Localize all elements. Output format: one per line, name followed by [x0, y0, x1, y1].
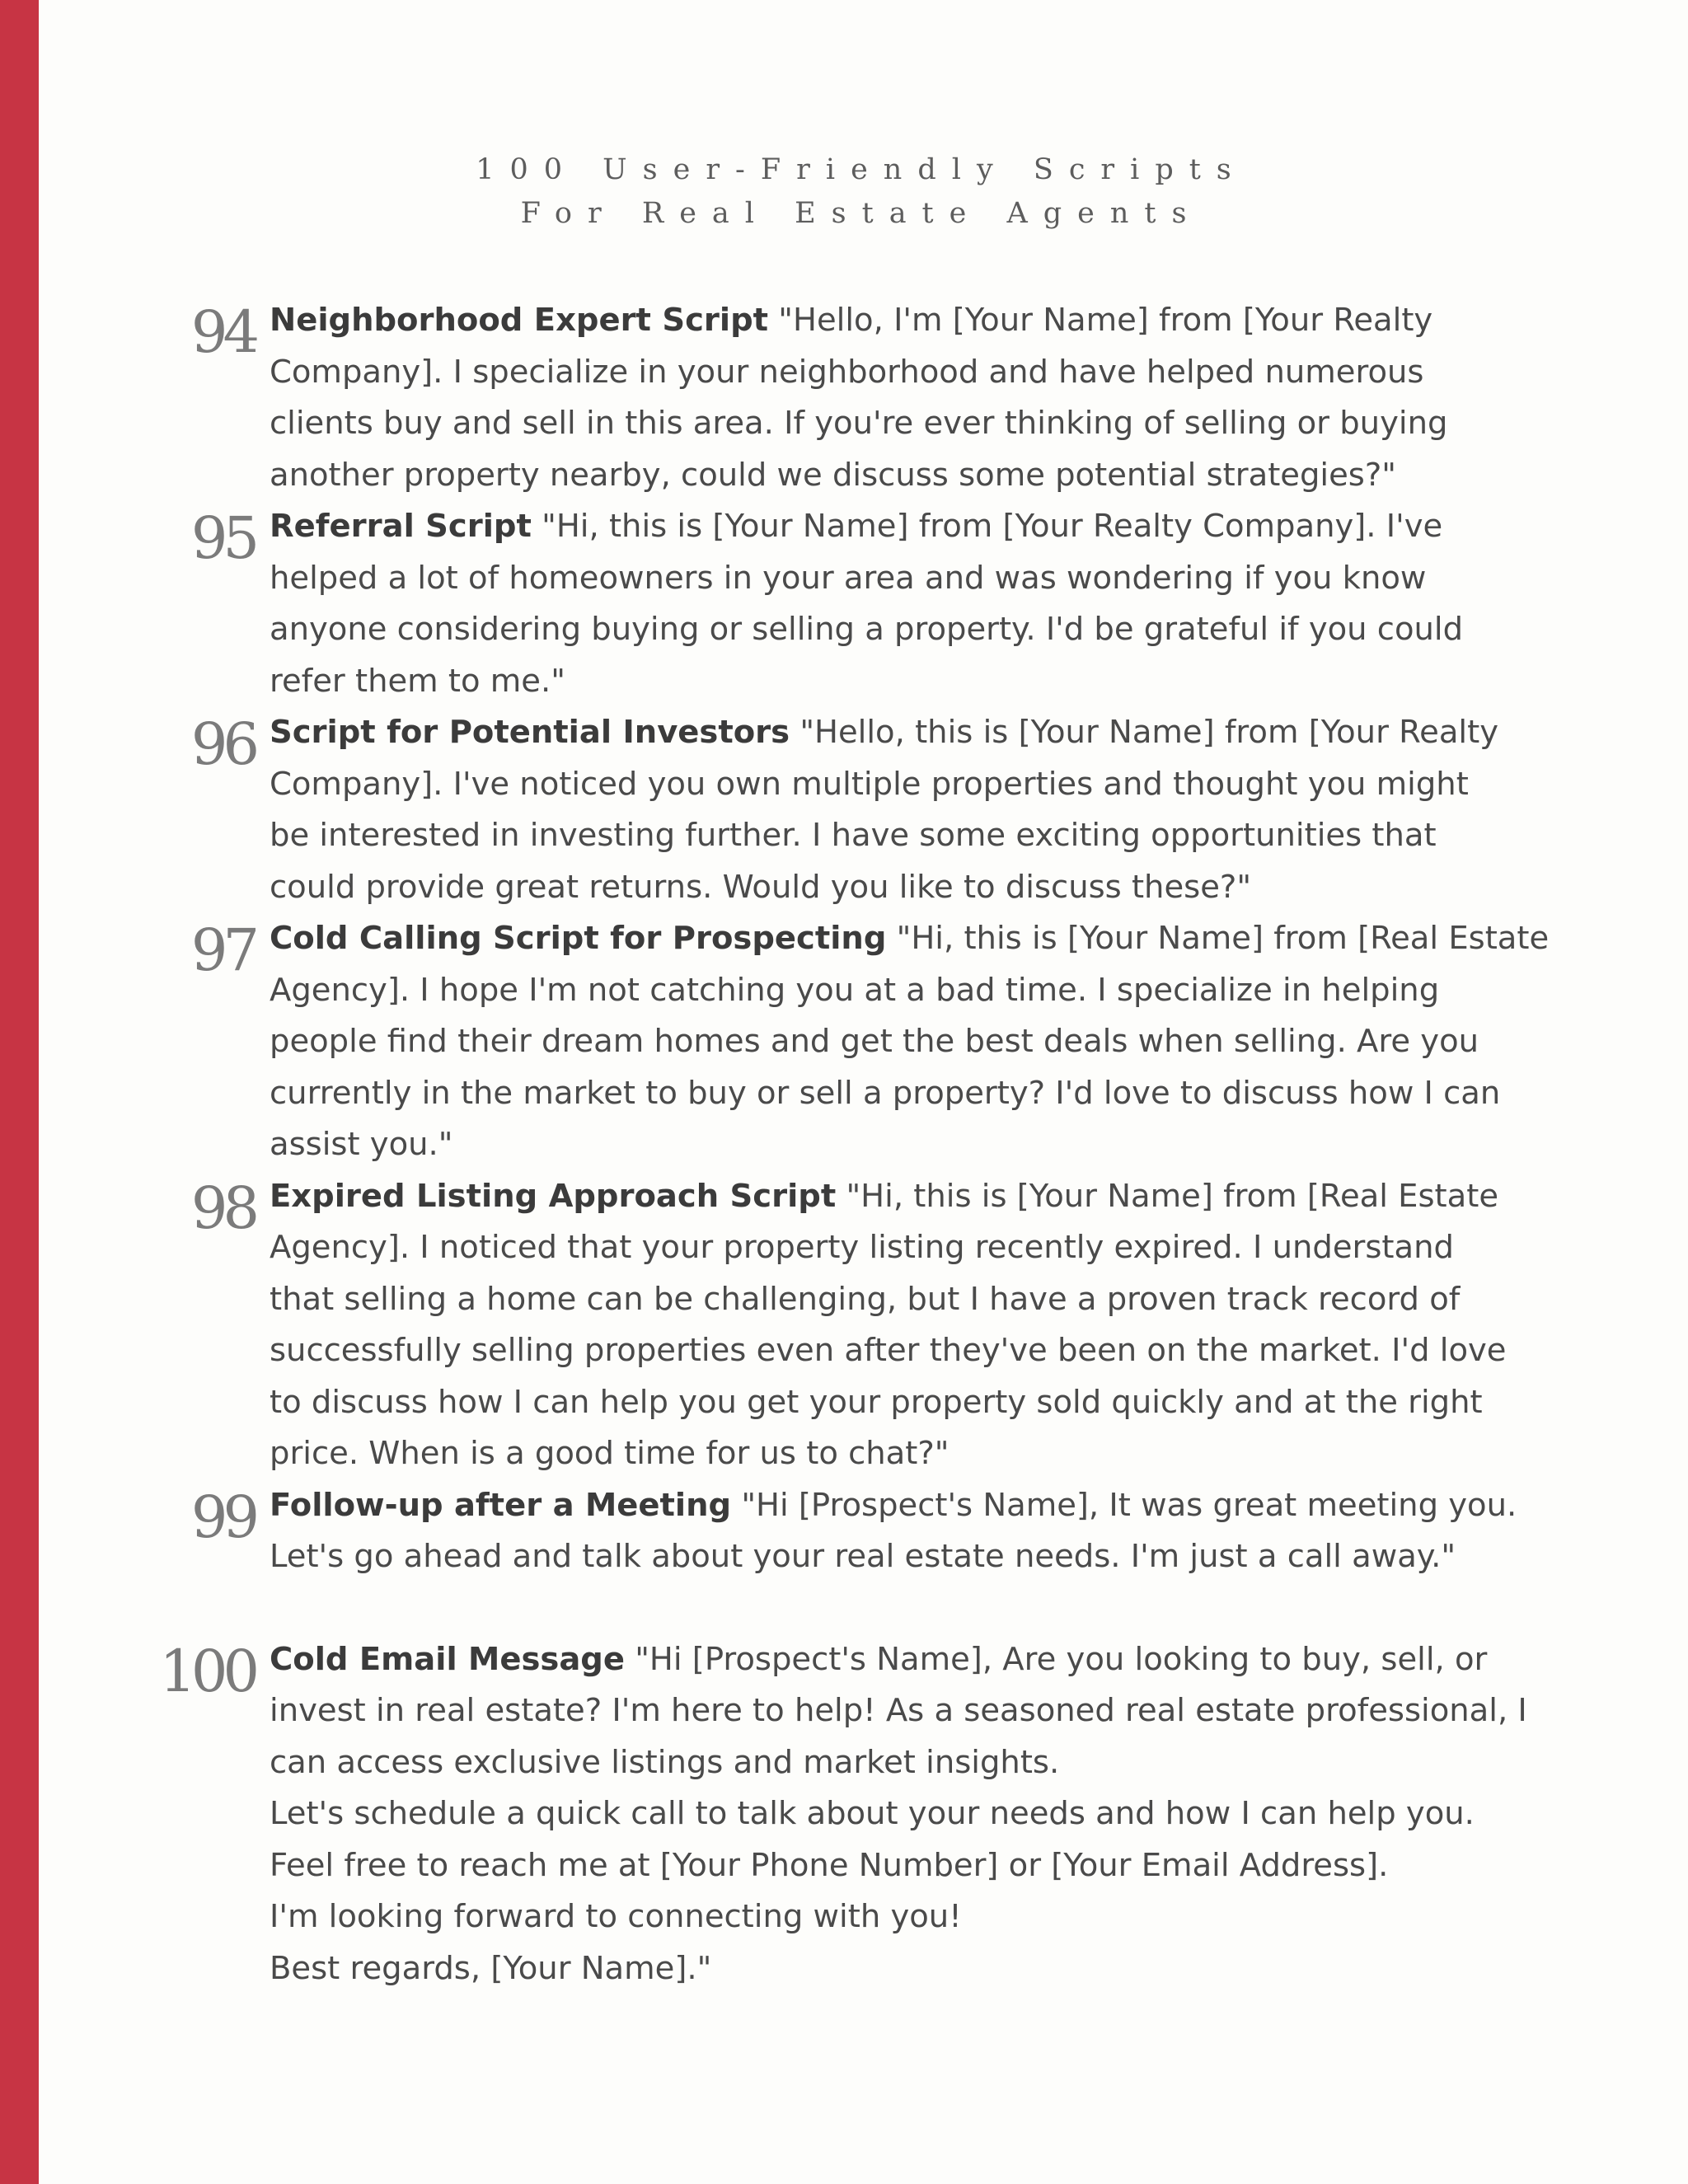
- entry-line: Feel free to reach me at [Your Phone Number] or [Your Email Address].: [270, 1846, 1389, 1884]
- script-entry-96: [190, 707, 1555, 913]
- entry-text: [270, 295, 1555, 501]
- entry-number: 95: [190, 504, 255, 572]
- entry-text: [270, 501, 1555, 707]
- entry-line: Let's go ahead and talk about your real estate needs. I'm just a call away.": [270, 1538, 1456, 1575]
- script-entry-100: [159, 1634, 1555, 1995]
- entry-body: "Hi, this is [Your Name] from [Real Estate: [886, 920, 1550, 957]
- entry-line: [270, 295, 1555, 347]
- header-line-1: 100 User-Friendly Scripts: [476, 153, 1247, 186]
- entry-line: could provide great returns. Would you like to discuss these?": [270, 868, 1252, 906]
- entry-number: 98: [190, 1174, 255, 1242]
- entry-text: [270, 1634, 1555, 1995]
- entry-line: [270, 501, 1555, 553]
- entry-line: [270, 1171, 1555, 1223]
- entry-body: "Hello, I'm [Your Name] from [Your Realty: [768, 302, 1433, 339]
- entry-number: 99: [190, 1483, 255, 1551]
- entry-number: 100: [159, 1637, 255, 1705]
- entry-line: [270, 1480, 1555, 1532]
- script-entry-94: [190, 295, 1555, 501]
- entry-line: price. When is a good time for us to chat?": [270, 1435, 950, 1472]
- entry-body: "Hi, this is [Your Name] from [Real Estate: [836, 1177, 1499, 1215]
- entry-line: people find their dream homes and get the best deals when selling. Are you: [270, 1023, 1479, 1060]
- entry-line: assist you.": [270, 1126, 453, 1163]
- entry-body: "Hello, this is [Your Name] from [Your Realty: [790, 714, 1499, 751]
- entry-title: Expired Listing Approach Script: [270, 1177, 837, 1215]
- entry-line: Agency]. I noticed that your property listing recently expired. I understand: [270, 1229, 1454, 1266]
- entry-line: Let's schedule a quick call to talk about your needs and how I can help you.: [270, 1795, 1475, 1832]
- entry-title: Neighborhood Expert Script: [270, 302, 769, 339]
- entry-line: to discuss how I can help you get your property sold quickly and at the right: [270, 1383, 1483, 1421]
- entry-text: [270, 913, 1555, 1171]
- entry-number: 96: [190, 710, 255, 778]
- entry-line: I'm looking forward to connecting with you!: [270, 1898, 962, 1935]
- entry-line: clients buy and sell in this area. If you're ever thinking of selling or buying: [270, 405, 1448, 442]
- entry-line: be interested in investing further. I have some exciting opportunities that: [270, 817, 1437, 854]
- entry-text: [270, 707, 1555, 913]
- entry-text: [270, 1171, 1555, 1480]
- entry-body: "Hi [Prospect's Name], It was great meeting you.: [731, 1486, 1517, 1524]
- entry-line: Company]. I specialize in your neighborhood and have helped numerous: [270, 353, 1424, 391]
- entry-line: invest in real estate? I'm here to help! As a seasoned real estate professional, I: [270, 1692, 1527, 1729]
- header-line-2: For Real Estate Agents: [520, 197, 1203, 230]
- entry-line: can access exclusive listings and market insights.: [270, 1743, 1060, 1781]
- entry-line: [270, 1634, 1555, 1686]
- entry-title: Follow-up after a Meeting: [270, 1486, 732, 1524]
- script-list: [0, 295, 1688, 1994]
- entry-body: "Hi, this is [Your Name] from [Your Realty Company]. I've: [531, 508, 1443, 545]
- entry-line: Agency]. I hope I'm not catching you at a bad time. I specialize in helping: [270, 971, 1440, 1009]
- entry-title: Cold Email Message: [270, 1640, 625, 1678]
- entry-line: another property nearby, could we discuss some potential strategies?": [270, 456, 1396, 494]
- script-entry-95: [190, 501, 1555, 707]
- entry-line: anyone considering buying or selling a property. I'd be grateful if you could: [270, 611, 1464, 648]
- entry-line: currently in the market to buy or sell a property? I'd love to discuss how I can: [270, 1074, 1501, 1112]
- entry-line: [270, 707, 1555, 759]
- script-entry-98: [190, 1171, 1555, 1480]
- entry-line: Best regards, [Your Name].": [270, 1949, 712, 1987]
- script-entry-97: [190, 913, 1555, 1171]
- entry-title: Cold Calling Script for Prospecting: [270, 920, 887, 957]
- entry-title: Script for Potential Investors: [270, 714, 790, 751]
- script-entry-99: [190, 1480, 1555, 1583]
- entry-body: "Hi [Prospect's Name], Are you looking to buy, sell, or: [624, 1640, 1488, 1678]
- entry-number: 97: [190, 916, 255, 984]
- entry-title: Referral Script: [270, 508, 532, 545]
- entry-line: [270, 913, 1555, 965]
- entry-text: [270, 1480, 1555, 1583]
- entry-line: refer them to me.": [270, 662, 565, 700]
- entry-line: helped a lot of homeowners in your area and was wondering if you know: [270, 559, 1427, 597]
- entry-line: successfully selling properties even after they've been on the market. I'd love: [270, 1332, 1507, 1369]
- entry-number: 94: [190, 298, 255, 366]
- entry-line: Company]. I've noticed you own multiple properties and thought you might: [270, 765, 1469, 803]
- page-header: [0, 148, 1688, 236]
- entry-line: that selling a home can be challenging, but I have a proven track record of: [270, 1280, 1461, 1318]
